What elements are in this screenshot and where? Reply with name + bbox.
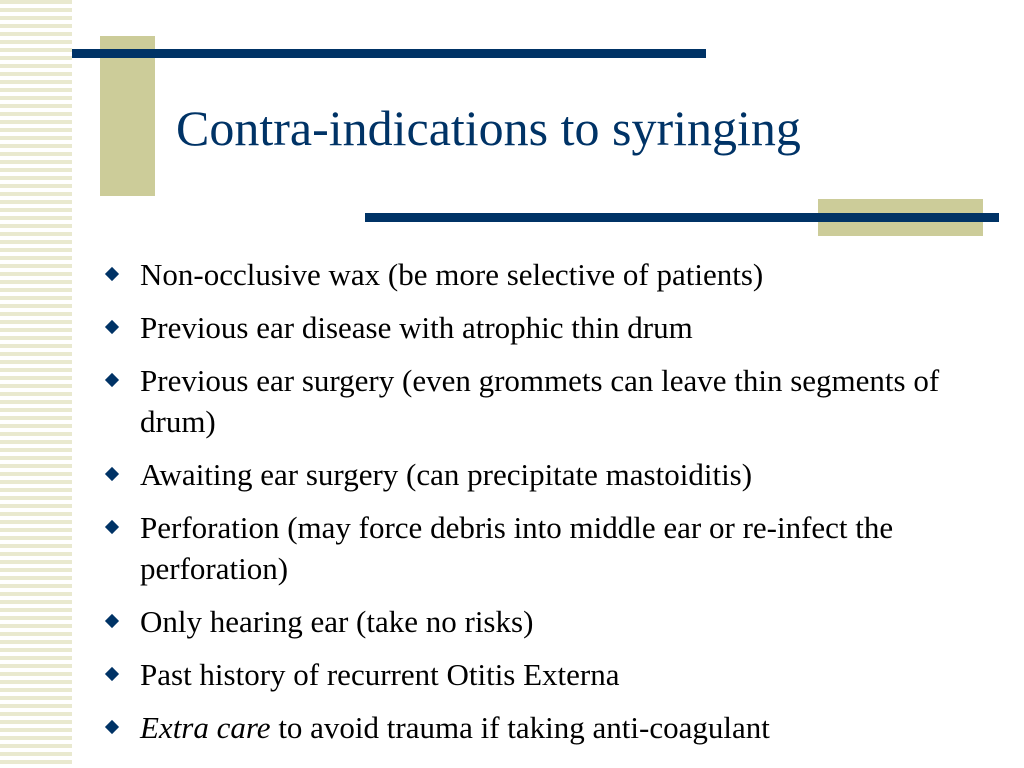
bullet-item bbox=[104, 254, 984, 295]
bullet-item bbox=[104, 707, 984, 748]
bullet-item bbox=[104, 307, 984, 348]
decorative-line-top bbox=[72, 49, 706, 58]
diamond-bullet-icon bbox=[105, 467, 119, 481]
bullet-item bbox=[104, 601, 984, 642]
bullet-item bbox=[104, 360, 984, 442]
bullet-item bbox=[104, 454, 984, 495]
bullet-list bbox=[104, 254, 984, 760]
decorative-stripe-band bbox=[0, 0, 72, 768]
bullet-text: Only hearing ear (take no risks) bbox=[140, 604, 534, 639]
bullet-text bbox=[140, 710, 770, 745]
bullet-item bbox=[104, 507, 984, 589]
decorative-line-bottom bbox=[365, 213, 999, 222]
diamond-bullet-icon bbox=[105, 320, 119, 334]
bullet-item bbox=[104, 654, 984, 695]
diamond-bullet-icon bbox=[105, 520, 119, 534]
diamond-bullet-icon bbox=[105, 373, 119, 387]
bullet-text-rest: to avoid trauma if taking anti-coagulant bbox=[270, 710, 770, 745]
slide-title: Contra-indications to syringing bbox=[176, 100, 801, 156]
bullet-text: Previous ear disease with atrophic thin drum bbox=[140, 310, 693, 345]
diamond-bullet-icon bbox=[105, 267, 119, 281]
bullet-text: Past history of recurrent Otitis Externa bbox=[140, 657, 620, 692]
bullet-emphasis: Extra care bbox=[140, 710, 271, 745]
diamond-bullet-icon bbox=[105, 667, 119, 681]
bullet-text: Awaiting ear surgery (can precipitate mastoiditis) bbox=[140, 457, 753, 492]
diamond-bullet-icon bbox=[105, 720, 119, 734]
diamond-bullet-icon bbox=[105, 614, 119, 628]
bullet-text: Non-occlusive wax (be more selective of patients) bbox=[140, 257, 764, 292]
decorative-block-top bbox=[100, 36, 155, 196]
bullet-text: Perforation (may force debris into middle ear or re-infect the perforation) bbox=[140, 510, 894, 586]
bullet-text: Previous ear surgery (even grommets can leave thin segments of drum) bbox=[140, 363, 940, 439]
